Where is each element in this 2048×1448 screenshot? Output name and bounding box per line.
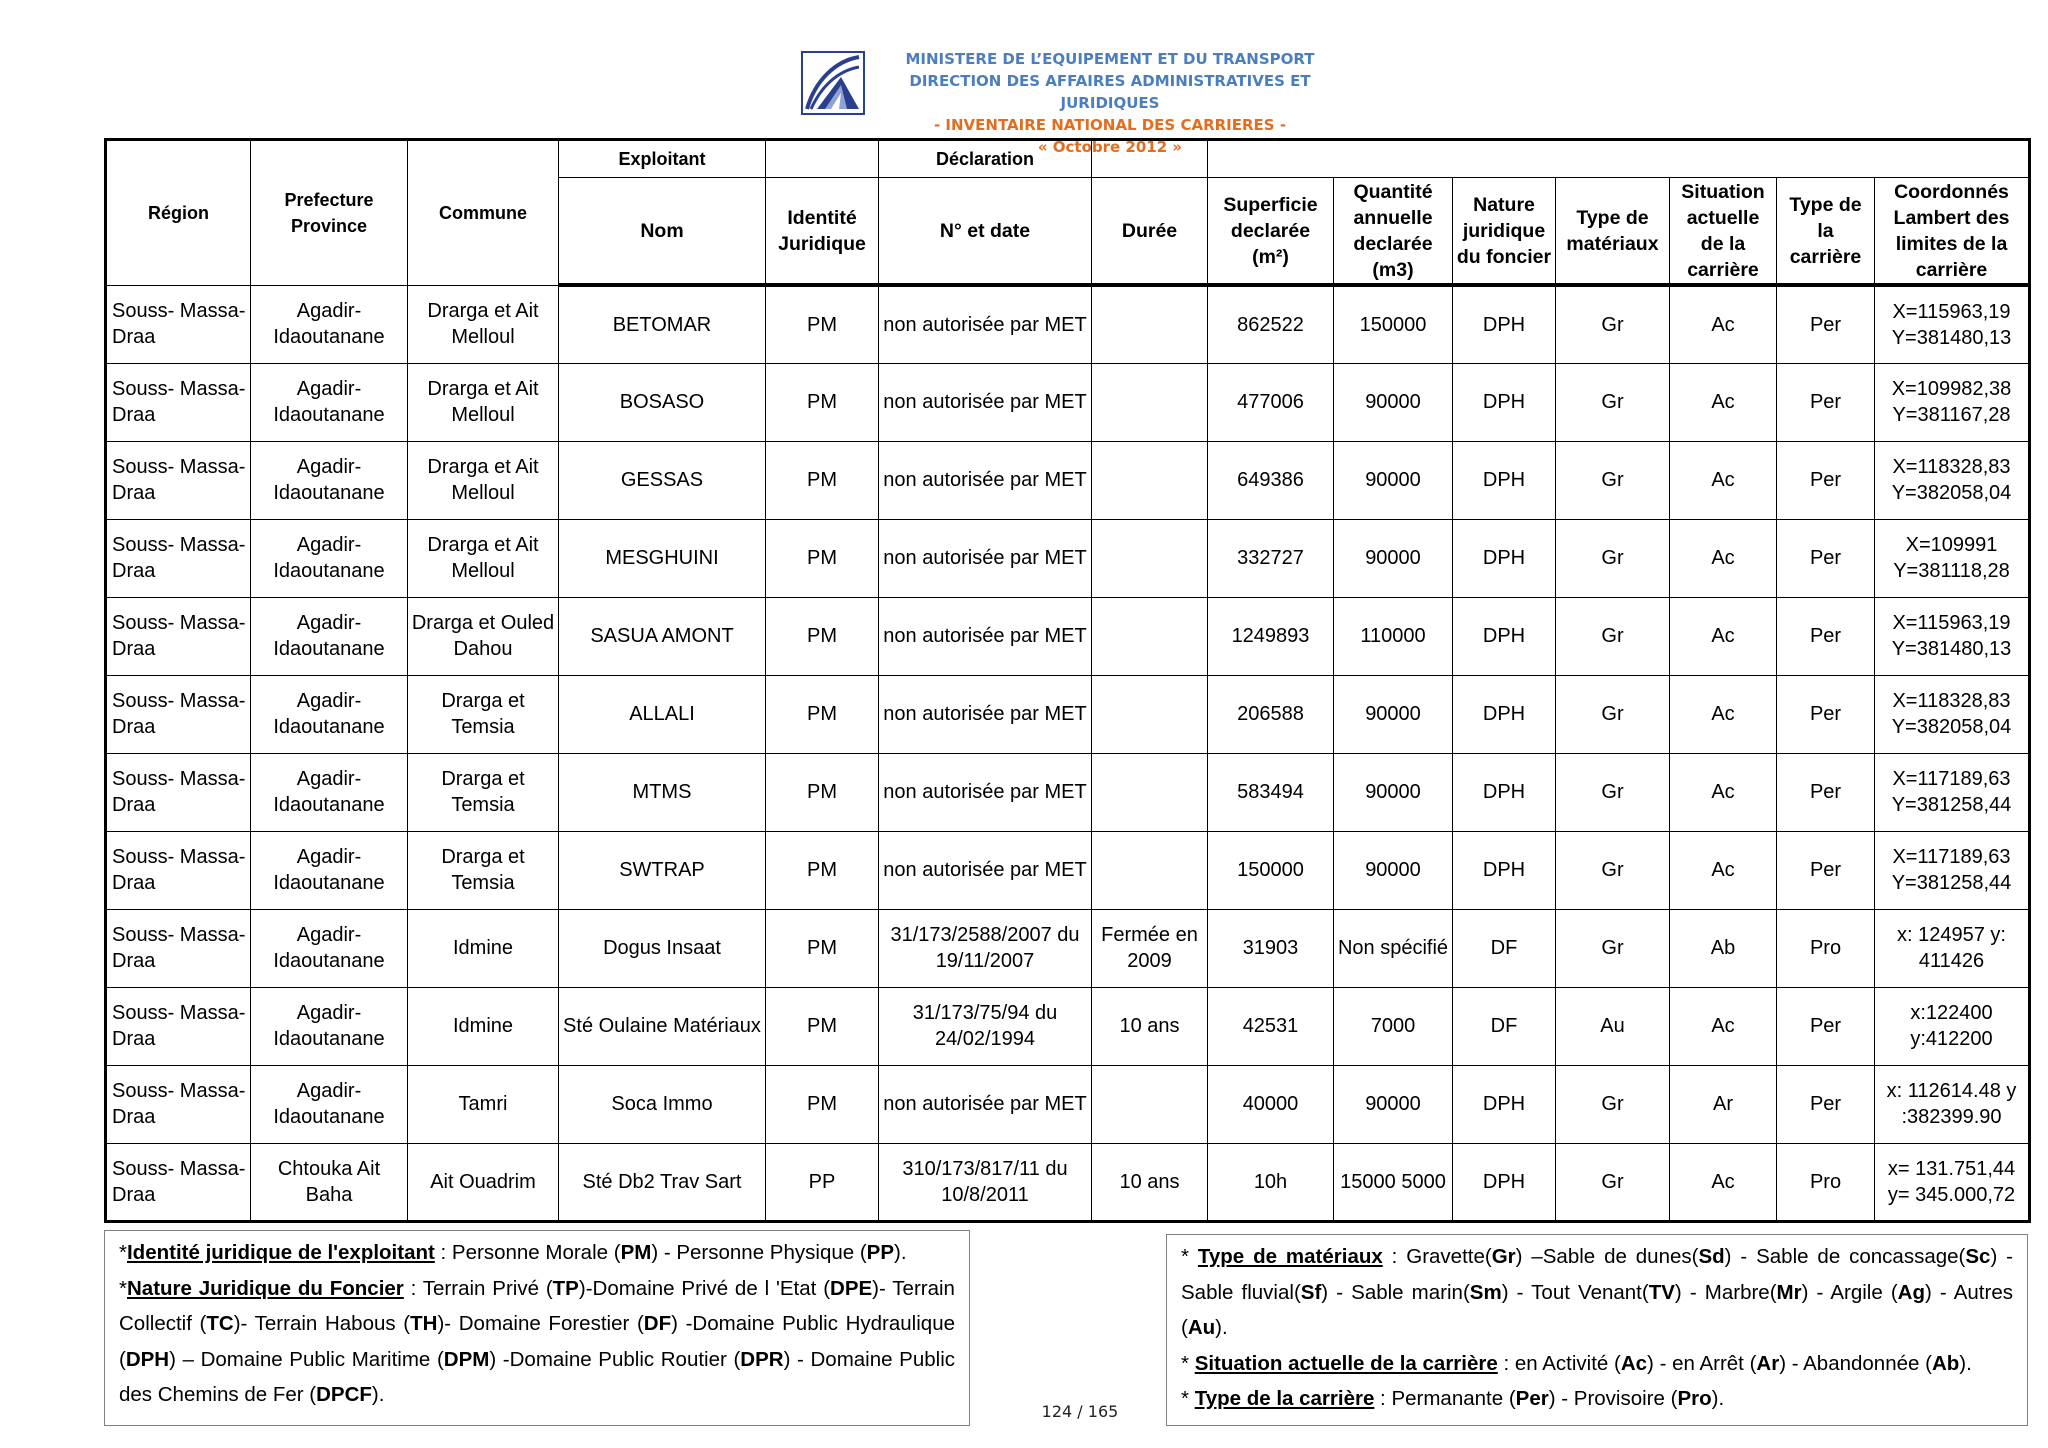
table-cell: non autorisée par MET [879,519,1092,597]
legend-text: : Gravette(Gr) –Sable de dunes(Sd) - Sable de concassage(Sc) - Sable fluvial(Sf) - Sable marin(Sm) - Tout Venant(TV) - Marbre(Mr) - Argile (Ag) - Autres (Au). [1181,1245,2014,1339]
col-header: Prefecture Province [251,140,408,286]
table-cell [1092,285,1208,363]
table-row [106,441,2030,519]
table-cell: Gr [1556,1143,1670,1221]
table-cell: PM [766,831,879,909]
table-cell: X=117189,63 Y=381258,44 [1875,753,2030,831]
legend-nature: *Nature Juridique du Foncier : Terrain Privé (TP)-Domaine Privé de l 'Etat (DPE)- Terrain Collectif (TC)- Terrain Habous (TH)- Domaine Forestier (DF) -Domaine Public Hydraulique (DPH) – Domaine Public Maritime (DPM) -Domaine Public Routier (DPR) - Domaine Public des Chemins de Fer (DPCF). [119,1276,955,1406]
table-cell: Ait Ouadrim [408,1143,559,1221]
table-cell: PP [766,1143,879,1221]
table-cell: non autorisée par MET [879,441,1092,519]
table-cell: Souss- Massa-Draa [106,441,251,519]
col-header: Type de matériaux [1556,178,1670,286]
table-row [106,675,2030,753]
table-cell: Ab [1670,909,1777,987]
table-cell: 90000 [1334,441,1453,519]
table-cell: Souss- Massa-Draa [106,519,251,597]
table-cell: 90000 [1334,1065,1453,1143]
table-cell: Drarga et Ait Melloul [408,441,559,519]
table-cell [1092,753,1208,831]
table-cell: MTMS [559,753,766,831]
table-cell: Gr [1556,675,1670,753]
table-cell: MESGHUINI [559,519,766,597]
table-cell: Dogus Insaat [559,909,766,987]
table-cell: DPH [1453,597,1556,675]
table-cell: BOSASO [559,363,766,441]
table-cell [1092,675,1208,753]
table-cell: x:122400 y:412200 [1875,987,2030,1065]
table-cell: 110000 [1334,597,1453,675]
table-cell: DF [1453,909,1556,987]
table-cell: Souss- Massa-Draa [106,753,251,831]
table-cell: Per [1777,1065,1875,1143]
legend-text: : Terrain Privé (TP)-Domaine Privé de l 'Etat (DPE)- Terrain Collectif (TC)- Terrain Habous (TH)- Domaine Forestier (DF) -Domaine Public Hydraulique (DPH) – Domaine Public Maritime (DPM) -Domaine Public Routier (DPR) - Domaine Public des Chemins de Fer (DPCF). [119,1276,955,1406]
table-cell: 10 ans [1092,1143,1208,1221]
table-cell: Souss- Massa-Draa [106,1065,251,1143]
table-cell: Tamri [408,1065,559,1143]
table-cell: Agadir-Idaoutanane [251,1065,408,1143]
table-cell: Drarga et Temsia [408,753,559,831]
table-cell: 332727 [1208,519,1334,597]
table-cell [1092,441,1208,519]
col-header: Type de la carrière [1777,178,1875,286]
table-cell: Drarga et Ait Melloul [408,519,559,597]
table-cell [1092,363,1208,441]
table-cell: 90000 [1334,363,1453,441]
legend-key: Identité juridique de l'exploitant [126,1241,435,1264]
table-cell: Per [1777,441,1875,519]
table-cell: Ac [1670,519,1777,597]
table-cell: Idmine [408,987,559,1065]
table-cell: DPH [1453,519,1556,597]
table-cell: x: 124957 y: 411426 [1875,909,2030,987]
table-cell: Souss- Massa-Draa [106,675,251,753]
group-header-declaration: Déclaration [879,140,1092,178]
col-header: Région [106,140,251,286]
table-cell: Gr [1556,909,1670,987]
table-cell: DPH [1453,1065,1556,1143]
header-direction: DIRECTION DES AFFAIRES ADMINISTRATIVES ET JURIDIQUES [909,72,1311,112]
table-cell: PM [766,909,879,987]
table-cell: Drarga et Ait Melloul [408,363,559,441]
header-date: « Octobre 2012 » [1037,138,1183,156]
table-cell: DPH [1453,831,1556,909]
table-cell: 15000 5000 [1334,1143,1453,1221]
table-cell: Per [1777,753,1875,831]
table-cell: Per [1777,987,1875,1065]
legend-type-carriere: * Type de la carrière : Permanante (Per) - Provisoire (Pro). [1181,1387,1725,1410]
group-header-exploitant: Exploitant [559,140,766,178]
col-header: Identité Juridique [766,178,879,286]
table-cell: PM [766,1065,879,1143]
table-cell: Per [1777,519,1875,597]
table-cell: 310/173/817/11 du 10/8/2011 [879,1143,1092,1221]
table-cell: Gr [1556,753,1670,831]
table-cell: Gr [1556,285,1670,363]
table-cell: 150000 [1334,285,1453,363]
table-cell: PM [766,363,879,441]
table-cell: DPH [1453,1143,1556,1221]
table-cell: Agadir-Idaoutanane [251,753,408,831]
table-cell: Per [1777,831,1875,909]
table-cell: PM [766,753,879,831]
table-row [106,1143,2030,1221]
legend-text: : en Activité (Ac) - en Arrêt (Ar) - Abandonnée (Ab). [1497,1351,1972,1375]
table-cell: Souss- Massa-Draa [106,909,251,987]
legend-identite: *Identité juridique de l'exploitant : Personne Morale (PM) - Personne Physique (PP). [119,1241,907,1264]
table-cell: SASUA AMONT [559,597,766,675]
header-inventory: - INVENTAIRE NATIONAL DES CARRIERES - [933,116,1287,134]
table-cell: DPH [1453,753,1556,831]
col-header: Nature juridique du foncier [1453,178,1556,286]
table-cell: 90000 [1334,675,1453,753]
table-cell: X=118328,83 Y=382058,04 [1875,441,2030,519]
table-cell: Idmine [408,909,559,987]
table-cell: non autorisée par MET [879,831,1092,909]
table-cell: Drarga et Temsia [408,675,559,753]
col-header: Superficie declarée (m²) [1208,178,1334,286]
table-cell [1092,597,1208,675]
table-cell: 90000 [1334,831,1453,909]
table-cell: Per [1777,363,1875,441]
table-cell: 649386 [1208,441,1334,519]
document-header [0,48,2048,156]
table-cell: Ac [1670,831,1777,909]
table-cell: 150000 [1208,831,1334,909]
table-row [106,987,2030,1065]
table-cell: PM [766,441,879,519]
table-cell: Ac [1670,987,1777,1065]
table-cell: Ac [1670,675,1777,753]
page-number: 124 / 165 [1041,1402,1119,1421]
table-cell: 7000 [1334,987,1453,1065]
table-cell: GESSAS [559,441,766,519]
table-cell: non autorisée par MET [879,675,1092,753]
ministry-logo-icon [801,51,865,115]
table-cell: 10h [1208,1143,1334,1221]
table-cell: non autorisée par MET [879,285,1092,363]
table-cell: Agadir-Idaoutanane [251,285,408,363]
table-cell: Gr [1556,597,1670,675]
table-cell: Sté Db2 Trav Sart [559,1143,766,1221]
table-cell: X=115963,19 Y=381480,13 [1875,285,2030,363]
group-header-blank [766,140,879,178]
table-cell: non autorisée par MET [879,597,1092,675]
table-cell: Non spécifié [1334,909,1453,987]
table-row [106,753,2030,831]
table-cell: Souss- Massa-Draa [106,597,251,675]
legend-text: : Permanante (Per) - Provisoire (Pro). [1374,1387,1725,1410]
table-cell: 90000 [1334,753,1453,831]
table-cell: DPH [1453,441,1556,519]
table-cell: 1249893 [1208,597,1334,675]
table-cell: Au [1556,987,1670,1065]
legend-box-right [1166,1234,2028,1426]
legend-text: : Personne Morale (PM) - Personne Physique (PP). [434,1241,907,1264]
legend-type-materiaux: * Type de matériaux : Gravette(Gr) –Sable de dunes(Sd) - Sable de concassage(Sc) - Sable fluvial(Sf) - Sable marin(Sm) - Tout Venant(TV) - Marbre(Mr) - Argile (Ag) - Autres (Au). [1181,1245,2014,1339]
table-cell: Gr [1556,441,1670,519]
table-cell: 10 ans [1092,987,1208,1065]
table-row [106,909,2030,987]
table-cell: Ac [1670,285,1777,363]
table-cell: PM [766,285,879,363]
table-body [106,285,2030,1222]
table-row [106,363,2030,441]
table-row [106,597,2030,675]
table-cell: Agadir-Idaoutanane [251,441,408,519]
table-cell [1092,519,1208,597]
table-cell: 477006 [1208,363,1334,441]
table-cell: Pro [1777,1143,1875,1221]
col-header: Nom [559,178,766,286]
table-row [106,519,2030,597]
table-cell: PM [766,675,879,753]
table-cell: Sté Oulaine Matériaux [559,987,766,1065]
table-cell: 31/173/2588/2007 du 19/11/2007 [879,909,1092,987]
table-cell: Gr [1556,519,1670,597]
table-cell: Ac [1670,597,1777,675]
table-cell: Souss- Massa-Draa [106,1143,251,1221]
table-cell: Souss- Massa-Draa [106,285,251,363]
quarries-table [104,138,2031,1223]
table-cell: Gr [1556,831,1670,909]
table-cell: Agadir-Idaoutanane [251,831,408,909]
table-cell: x: 112614.48 y :382399.90 [1875,1065,2030,1143]
col-header: Durée [1092,178,1208,286]
table-cell: Fermée en 2009 [1092,909,1208,987]
table-row [106,1065,2030,1143]
table-cell: DPH [1453,363,1556,441]
table-cell: DPH [1453,675,1556,753]
table-cell: Souss- Massa-Draa [106,363,251,441]
col-header: Commune [408,140,559,286]
table-cell: Gr [1556,363,1670,441]
table-cell: Per [1777,675,1875,753]
col-header: Quantité annuelle declarée (m3) [1334,178,1453,286]
col-header: N° et date [879,178,1092,286]
table-cell: 42531 [1208,987,1334,1065]
table-cell: Agadir-Idaoutanane [251,909,408,987]
table-cell: 862522 [1208,285,1334,363]
table-cell: PM [766,597,879,675]
legend-key: Type de la carrière [1194,1387,1375,1410]
table-cell: SWTRAP [559,831,766,909]
table-cell: X=118328,83 Y=382058,04 [1875,675,2030,753]
table-cell: 583494 [1208,753,1334,831]
table-cell: 31/173/75/94 du 24/02/1994 [879,987,1092,1065]
table-cell: X=117189,63 Y=381258,44 [1875,831,2030,909]
legend-key: Type de matériaux [1197,1245,1383,1268]
table-cell: 31903 [1208,909,1334,987]
col-header: Coordonnés Lambert des limites de la carrière [1875,178,2030,286]
table-cell: Per [1777,285,1875,363]
table-cell: Soca Immo [559,1065,766,1143]
table-cell: non autorisée par MET [879,1065,1092,1143]
legend-box-left [104,1230,970,1426]
table-cell: X=115963,19 Y=381480,13 [1875,597,2030,675]
table-cell: Agadir-Idaoutanane [251,987,408,1065]
group-header-row [106,140,2030,178]
table-row [106,831,2030,909]
header-ministry: MINISTERE DE L’EQUIPEMENT ET DU TRANSPORT [905,50,1315,68]
table-cell: Souss- Massa-Draa [106,987,251,1065]
table-row [106,285,2030,363]
legend-key: Nature Juridique du Foncier [126,1276,404,1300]
table-cell: PM [766,987,879,1065]
table-cell: Pro [1777,909,1875,987]
group-header-blank [1092,140,1208,178]
table-cell: BETOMAR [559,285,766,363]
table-cell: Agadir-Idaoutanane [251,519,408,597]
table-cell: 40000 [1208,1065,1334,1143]
table-cell: Drarga et Ait Melloul [408,285,559,363]
table-cell: Agadir-Idaoutanane [251,597,408,675]
table-cell: Ac [1670,1143,1777,1221]
table-cell: Agadir-Idaoutanane [251,675,408,753]
table-cell [1092,1065,1208,1143]
table-cell: Ac [1670,753,1777,831]
table-cell: PM [766,519,879,597]
table-cell: Drarga et Ouled Dahou [408,597,559,675]
table-cell [1092,831,1208,909]
table-cell: Souss- Massa-Draa [106,831,251,909]
table-cell: X=109982,38 Y=381167,28 [1875,363,2030,441]
table-cell: non autorisée par MET [879,753,1092,831]
table-cell: DPH [1453,285,1556,363]
table-cell: 90000 [1334,519,1453,597]
table-cell: DF [1453,987,1556,1065]
table-cell: Ar [1670,1065,1777,1143]
group-header-blank [1208,140,2030,178]
table-cell: Drarga et Temsia [408,831,559,909]
table-cell: ALLALI [559,675,766,753]
col-header: Situation actuelle de la carrière [1670,178,1777,286]
table-cell: Chtouka Ait Baha [251,1143,408,1221]
table-cell: Per [1777,597,1875,675]
table-cell: Ac [1670,363,1777,441]
table-cell: X=109991 Y=381118,28 [1875,519,2030,597]
table-cell: Gr [1556,1065,1670,1143]
table-cell: x= 131.751,44 y= 345.000,72 [1875,1143,2030,1221]
table-cell: non autorisée par MET [879,363,1092,441]
table-cell: Agadir-Idaoutanane [251,363,408,441]
table-cell: 206588 [1208,675,1334,753]
legend-key: Situation actuelle de la carrière [1194,1351,1498,1375]
table-cell: Ac [1670,441,1777,519]
legend-situation: * Situation actuelle de la carrière : en Activité (Ac) - en Arrêt (Ar) - Abandonnée (Ab). [1181,1351,1972,1375]
